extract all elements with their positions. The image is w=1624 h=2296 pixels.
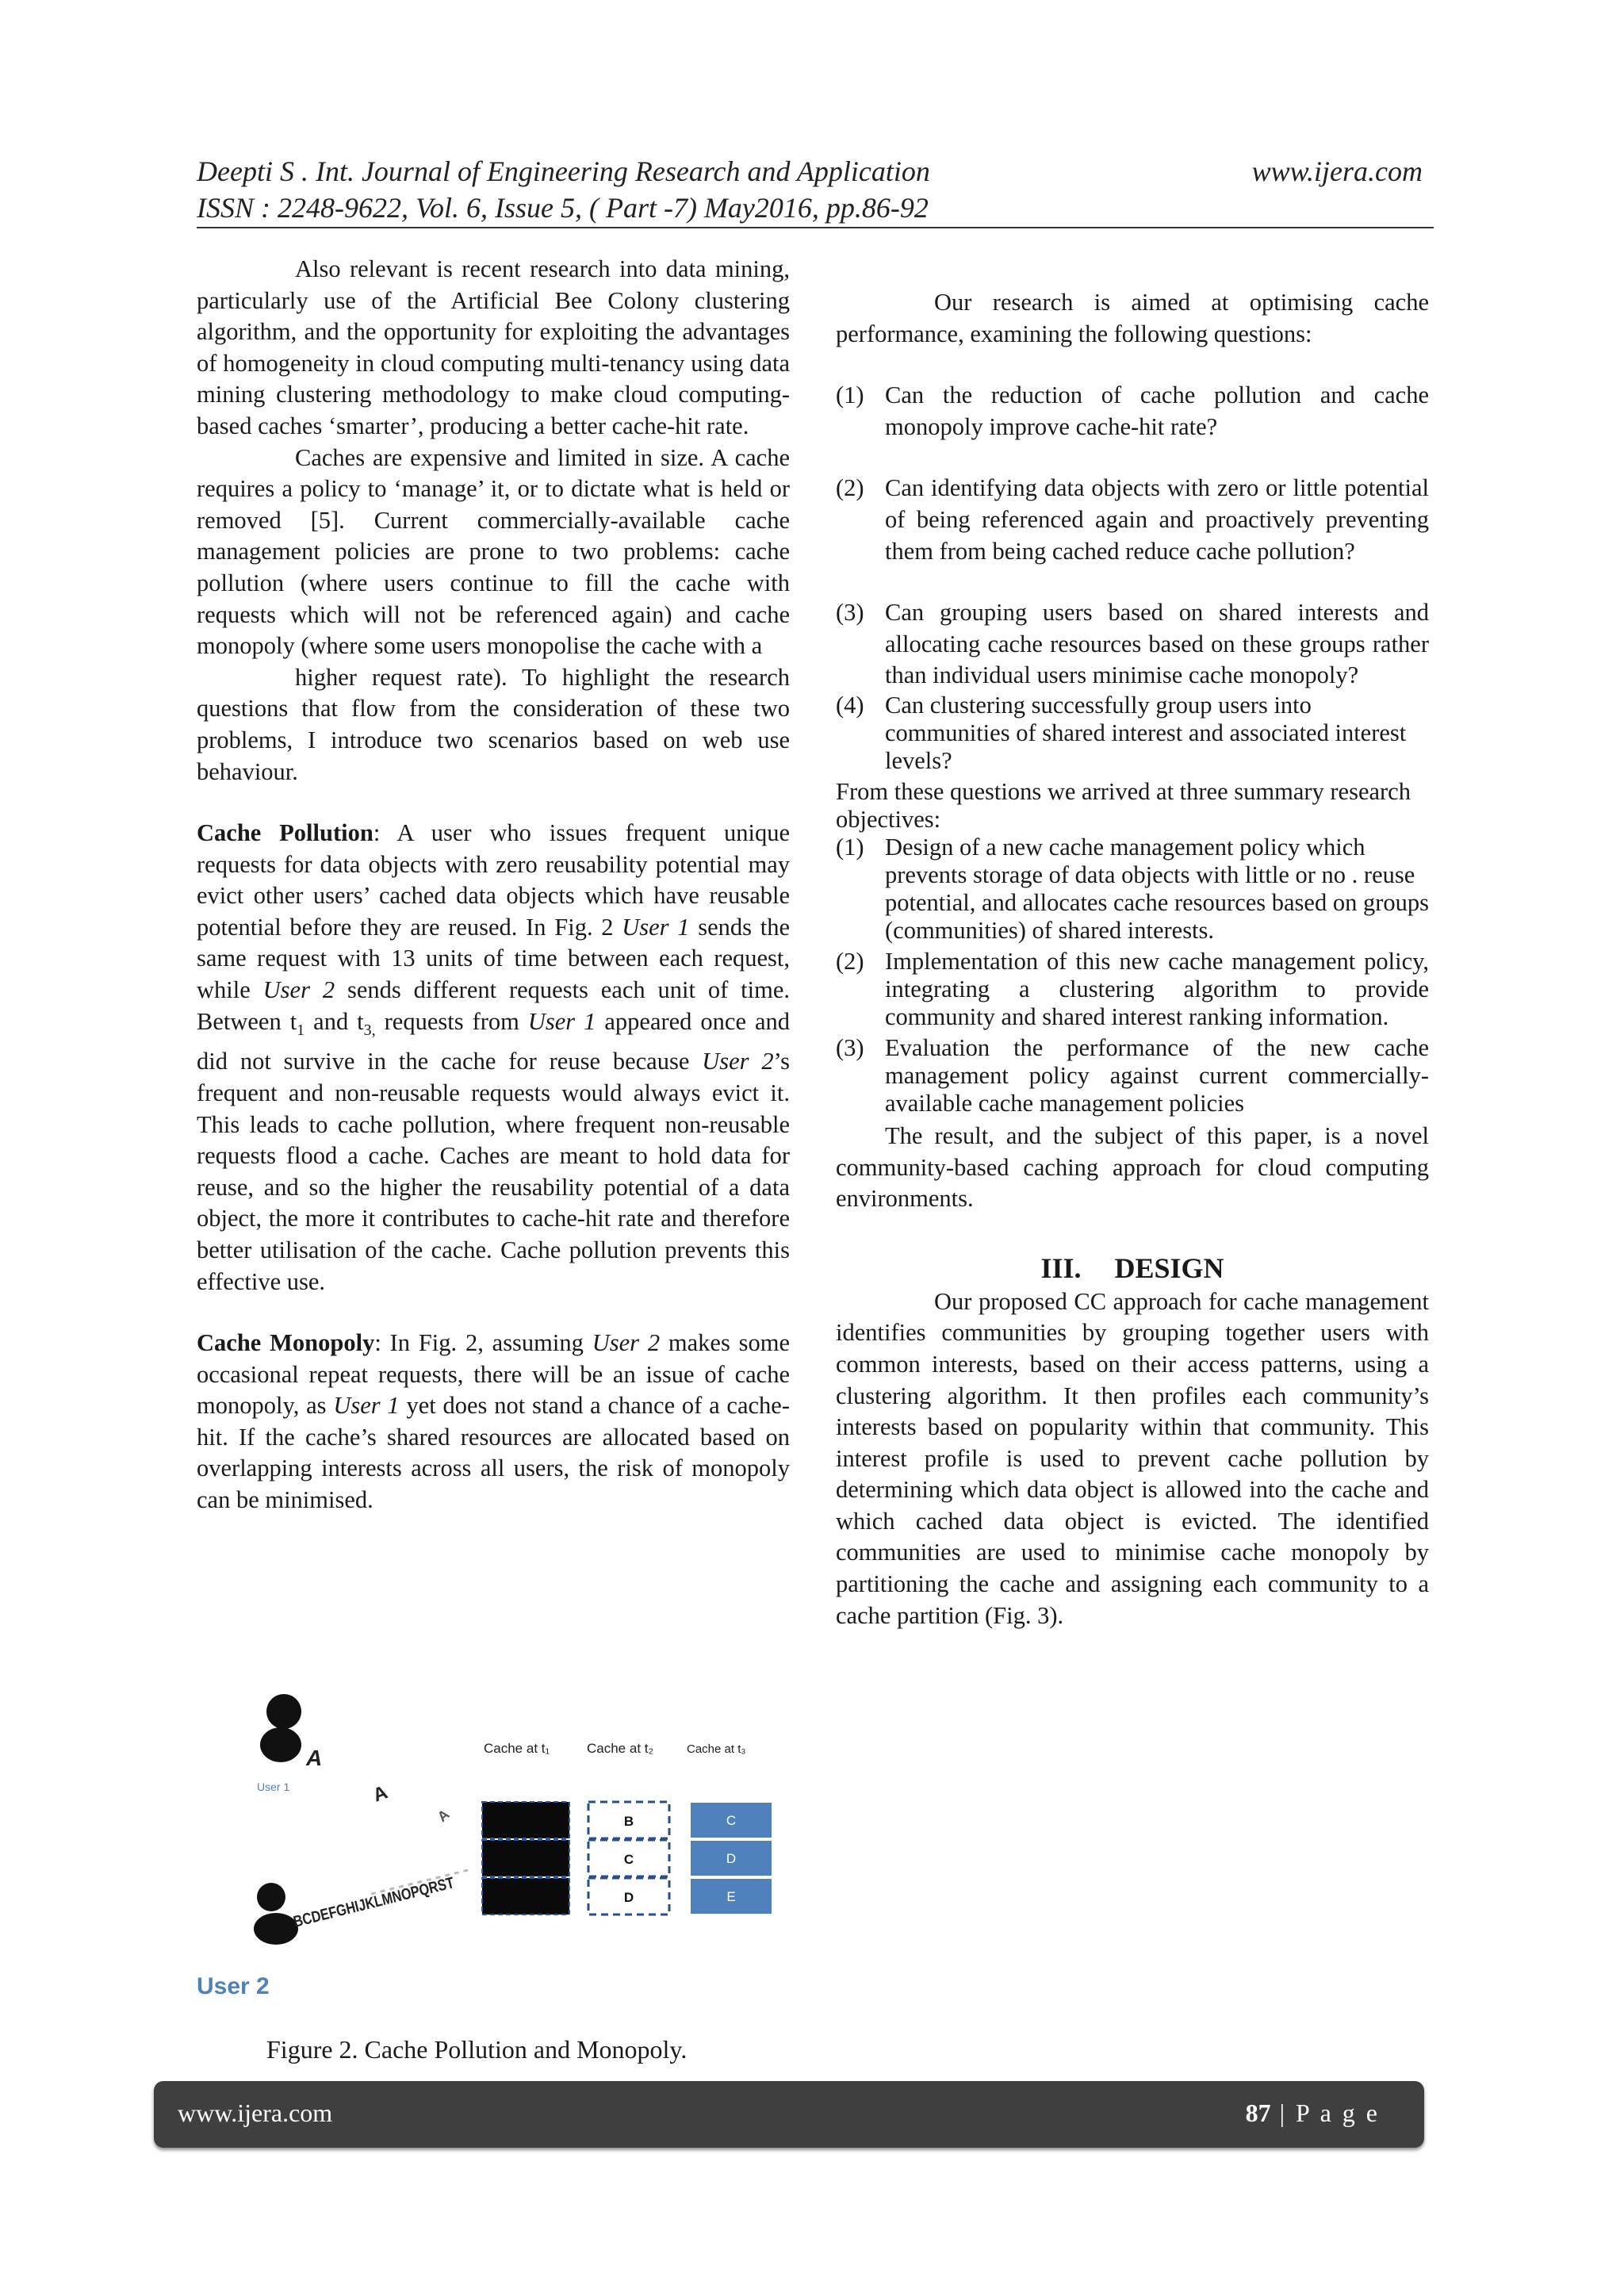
left-column	[197, 254, 790, 1516]
cache-t1-column	[482, 1802, 569, 1915]
cache-t2-cell: C	[623, 1852, 634, 1867]
paragraph-cache-pollution: Cache Pollution: A user who issues frequent unique requests for data objects with zero reusability potential may evict other users’ cached data objects which have reusable potential before they are reused. In Fig. 2 User 1 sends the same request with 13 units of time between each request, while User 2 sends different requests each unit of time. Between $t_1$ and $t_{3,}$ requests from User 1 appeared once and did not survive in the cache for reuse because User 2’s frequent and non-reusable requests would always evict it. This leads to cache pollution, where frequent non-reusable requests flood a cache. Caches are meant to hold data for reuse, and so the higher the reusability potential of a data object, the more it contributes to cache-hit rate and therefore better utilisation of the cache. Cache pollution prevents this effective use.	[197, 819, 791, 1295]
list-item: (2) Can identifying data objects with zero or little potential of being referenced again and proactively preventing them from being cached reduce cache pollution?	[836, 474, 1429, 565]
list-item: (3) Evaluation the performance of the new cache management policy against current commercially-available cache management policies	[836, 1033, 1429, 1117]
running-header-url[interactable]: www.ijera.com	[1251, 155, 1423, 187]
footer-url[interactable]: www.ijera.com	[178, 2099, 333, 2127]
list-item: (1) Design of a new cache management policy which prevents storage of data objects with little or no . reuse potential, and allocates cache resources based on groups (communities) of shared interests.	[836, 833, 1429, 944]
research-objectives-list	[836, 834, 1429, 1117]
page-footer	[154, 2081, 1424, 2148]
user2-request-stream: BCDEFGHIJKLMNOPQRST	[291, 1865, 495, 1931]
header-rule	[197, 227, 1434, 228]
running-header-issn: ISSN : 2248-9622, Vol. 6, Issue 5, ( Part -7) May2016, pp.86-92	[197, 192, 929, 224]
cache-t2-column	[588, 1802, 669, 1915]
cache-t1-heading: Cache at t₁	[484, 1741, 550, 1756]
cache-t3-cell: D	[726, 1851, 737, 1866]
section-heading-design: III. DESIGN	[1040, 1251, 1224, 1284]
figure-2-svg	[252, 1689, 779, 1959]
paragraph-cache-monopoly: Cache Monopoly: In Fig. 2, assuming User 2 makes some occasional repeat requests, there will be an issue of cache monopoly, as User 1 yet does not stand a chance of a cache-hit. If the cache’s shared resources are allocated based on overlapping interests across all users, the risk of monopoly can be minimised.	[197, 1329, 791, 1514]
paragraph-research-aim: Our research is aimed at optimising cache performance, examining the following questions:	[836, 289, 1429, 347]
right-column	[836, 287, 1429, 1631]
research-questions-list	[836, 380, 1429, 692]
figure-2-cache-diagram	[252, 1689, 779, 1959]
paragraph-data-mining: Also relevant is recent research into data mining, particularly use of the Artificial Bee Colony clustering algorithm, and the opportunity for exploiting the advantages of homogeneity in cloud computing multi-tenancy using data mining clustering methodology to make cloud computing-based caches ‘smarter’, producing a better cache-hit rate.	[197, 255, 790, 439]
user1-person-icon	[260, 1694, 301, 1762]
paragraph-design: Our proposed CC approach for cache management identifies communities by grouping together users with common interests, based on their access patterns, using a clustering algorithm. It then profiles each community’s interests based on popularity within that community. This interest profile is used to prevent cache pollution by determining which data object is allowed into the cache and which cached data object is evicted. The identified communities are used to minimise cache monopoly by partitioning the cache and assigning each community to a cache partition (Fig. 3).	[836, 1287, 1429, 1629]
user1-request-letter: A	[306, 1746, 323, 1770]
cache-t3-heading: Cache at t₃	[687, 1742, 746, 1756]
figure-2-caption: Figure 2. Cache Pollution and Monopoly.	[266, 2035, 688, 2064]
cache-t3-column	[690, 1802, 772, 1915]
cache-pollution-heading: Cache Pollution	[197, 819, 373, 847]
user1-request-letter-2: A	[370, 1781, 391, 1807]
list-item: (4) Can clustering successfully group users into communities of shared interest and associated interest levels?	[836, 691, 1407, 774]
cache-t2-heading: Cache at t₂	[587, 1741, 654, 1756]
paragraph-objectives-intro: From these questions we arrived at three summary research objectives:	[836, 777, 1411, 833]
figure-user2-label: User 2	[197, 1973, 270, 1999]
paragraph-result: The result, and the subject of this paper, is a novel community-based caching approach for cloud computing environments.	[836, 1121, 1429, 1213]
cache-t2-cell: B	[623, 1814, 634, 1829]
user1-label: User 1	[257, 1780, 290, 1793]
research-questions-list-cont	[836, 692, 1429, 775]
cache-t2-cell: D	[623, 1890, 634, 1905]
cache-t3-cell: C	[726, 1813, 737, 1828]
list-item: (3) Can grouping users based on shared interests and allocating cache resources based on these groups rather than individual users minimise cache monopoly?	[836, 599, 1429, 689]
footer-page-number: 87 | P a g e	[1245, 2099, 1380, 2127]
running-header-journal: Deepti S . Int. Journal of Engineering Research and Application	[197, 155, 930, 187]
paragraph-research-scenarios: higher request rate). To highlight the research questions that flow from the consideration of these two problems, I introduce two scenarios based on web use behaviour.	[197, 663, 790, 785]
user1-request-letter-3: A	[434, 1806, 453, 1826]
cache-t3-cell: E	[726, 1889, 736, 1904]
list-item: (2) Implementation of this new cache management policy, integrating a clustering algorithm to provide community and shared interest ranking information.	[836, 947, 1429, 1030]
list-item: (1) Can the reduction of cache pollution and cache monopoly improve cache-hit rate?	[836, 381, 1429, 440]
paragraph-cache-policy: Caches are expensive and limited in size. A cache requires a policy to ‘manage’ it, or to dictate what is held or removed [5]. Current commercially-available cache management policies are prone to two problems: cache pollution (where users continue to fill the cache with requests which will not be referenced again) and cache monopoly (where some users monopolise the cache with a	[197, 443, 790, 660]
cache-monopoly-heading: Cache Monopoly	[197, 1329, 375, 1357]
